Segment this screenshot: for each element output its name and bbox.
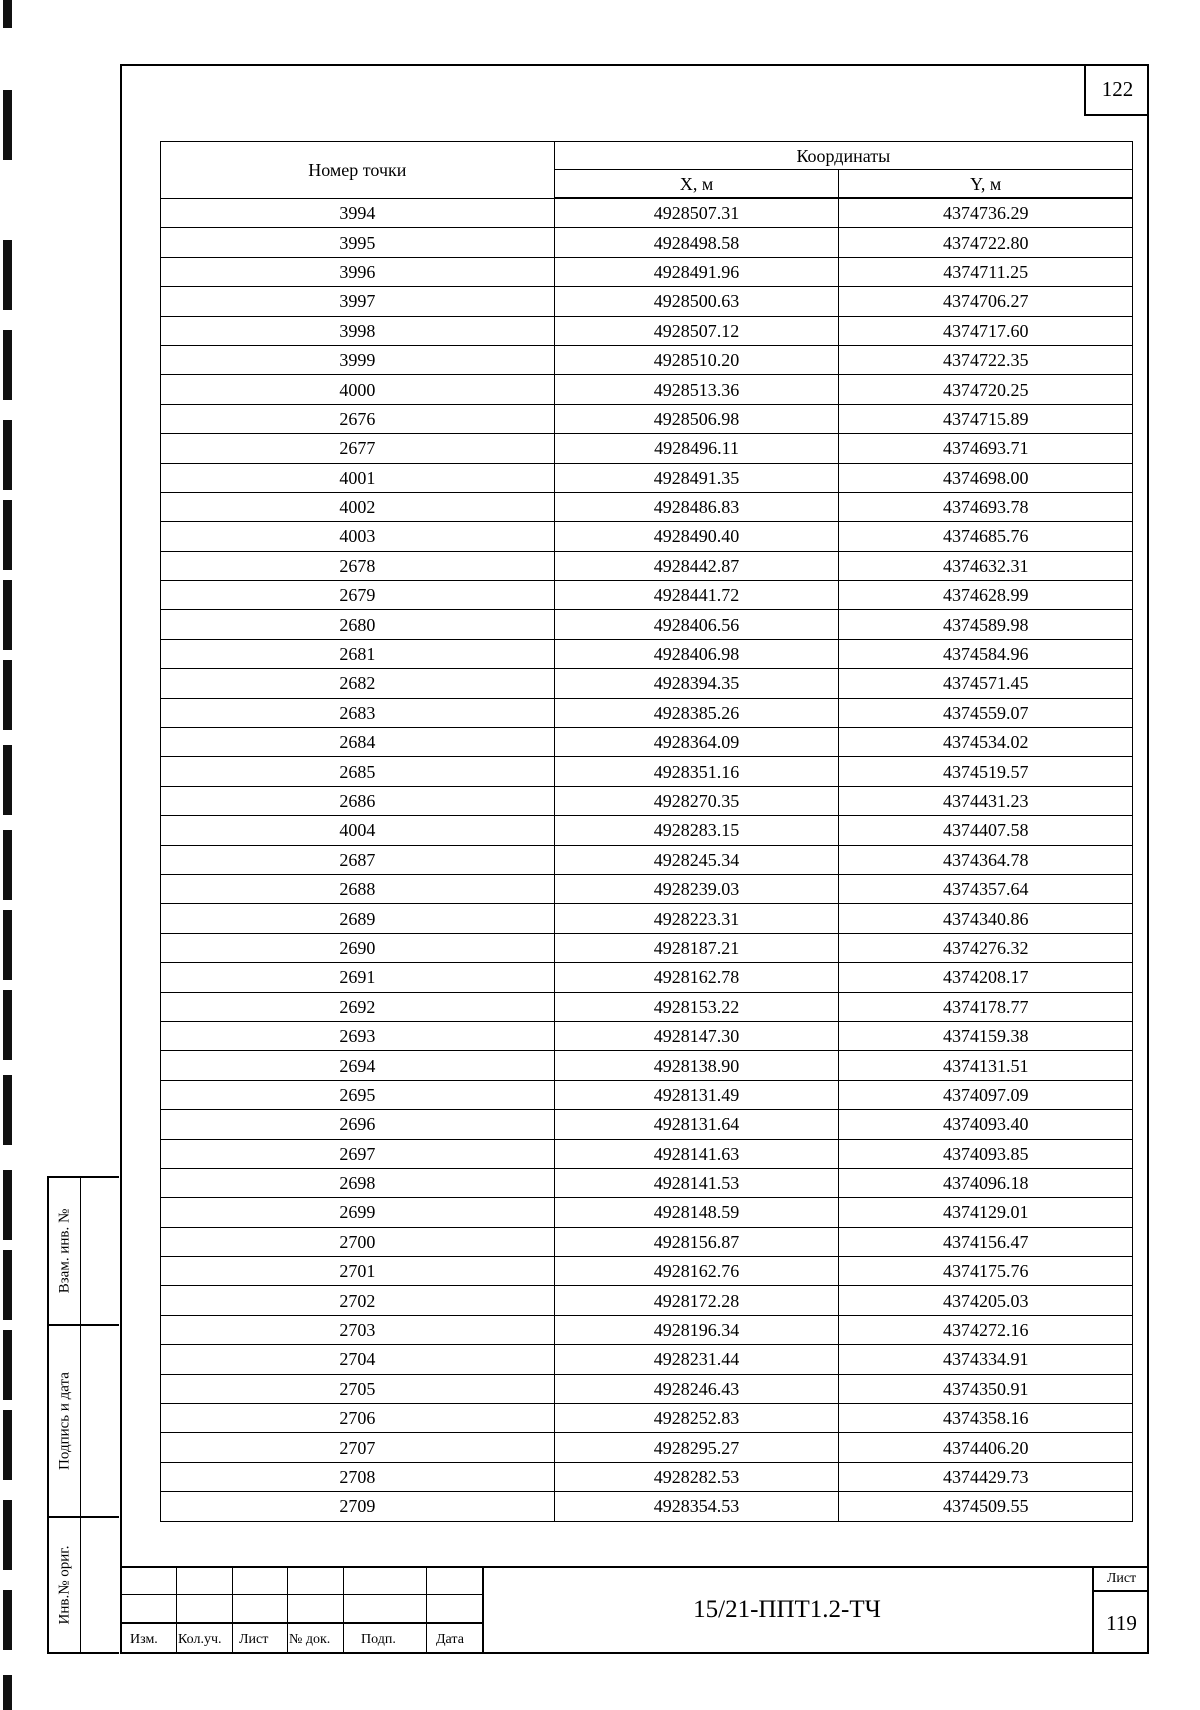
point-number-cell: 3998 <box>161 316 555 345</box>
table-row <box>161 1257 1133 1286</box>
y-coordinate-cell: 4374706.27 <box>839 287 1133 316</box>
y-coordinate-cell: 4374334.91 <box>839 1345 1133 1374</box>
y-coordinate-cell: 4374364.78 <box>839 845 1133 874</box>
y-coordinate-cell: 4374129.01 <box>839 1198 1133 1227</box>
y-coordinate-cell: 4374519.57 <box>839 757 1133 786</box>
table-row <box>161 610 1133 639</box>
point-number-cell: 2685 <box>161 757 555 786</box>
x-coordinate-cell: 4928162.78 <box>554 963 839 992</box>
point-number-cell: 2694 <box>161 1051 555 1080</box>
table-row <box>161 1168 1133 1197</box>
table-row <box>161 228 1133 257</box>
point-number-cell: 2677 <box>161 434 555 463</box>
table-row <box>161 933 1133 962</box>
x-coordinate-cell: 4928490.40 <box>554 522 839 551</box>
table-row <box>161 1051 1133 1080</box>
point-number-cell: 4001 <box>161 463 555 492</box>
x-coordinate-cell: 4928442.87 <box>554 551 839 580</box>
point-number-cell: 4002 <box>161 492 555 521</box>
table-row <box>161 287 1133 316</box>
point-number-cell: 2693 <box>161 1021 555 1050</box>
point-number-cell: 2696 <box>161 1110 555 1139</box>
y-coordinate-cell: 4374534.02 <box>839 728 1133 757</box>
point-number-cell: 2687 <box>161 845 555 874</box>
point-number-cell: 2704 <box>161 1345 555 1374</box>
y-coordinate-cell: 4374159.38 <box>839 1021 1133 1050</box>
table-row <box>161 375 1133 404</box>
x-coordinate-cell: 4928394.35 <box>554 669 839 698</box>
table-row <box>161 904 1133 933</box>
x-coordinate-cell: 4928196.34 <box>554 1315 839 1344</box>
x-coordinate-cell: 4928513.36 <box>554 375 839 404</box>
y-coordinate-cell: 4374571.45 <box>839 669 1133 698</box>
table-row <box>161 463 1133 492</box>
point-number-cell: 2691 <box>161 963 555 992</box>
table-row <box>161 757 1133 786</box>
x-coordinate-cell: 4928246.43 <box>554 1374 839 1403</box>
y-coordinate-cell: 4374093.85 <box>839 1139 1133 1168</box>
x-coordinate-cell: 4928141.53 <box>554 1168 839 1197</box>
page-corner-number: 122 <box>1084 64 1149 116</box>
table-row <box>161 698 1133 727</box>
y-coordinate-cell: 4374431.23 <box>839 786 1133 815</box>
x-coordinate-cell: 4928282.53 <box>554 1462 839 1491</box>
point-number-cell: 2700 <box>161 1227 555 1256</box>
point-number-cell: 2690 <box>161 933 555 962</box>
table-row <box>161 1492 1133 1521</box>
table-row <box>161 1462 1133 1491</box>
x-coordinate-cell: 4928406.98 <box>554 639 839 668</box>
table-row <box>161 1404 1133 1433</box>
point-number-cell: 2681 <box>161 639 555 668</box>
point-number-cell: 3994 <box>161 198 555 228</box>
side-stamp-podpis <box>47 1324 119 1518</box>
point-number-cell: 3995 <box>161 228 555 257</box>
table-row <box>161 816 1133 845</box>
stamp-data: Дата <box>436 1632 464 1647</box>
y-coordinate-cell: 4374131.51 <box>839 1051 1133 1080</box>
coordinates-table <box>160 141 1133 1522</box>
table-body <box>161 198 1133 1521</box>
x-coordinate-cell: 4928441.72 <box>554 581 839 610</box>
table-row <box>161 1227 1133 1256</box>
point-number-cell: 4000 <box>161 375 555 404</box>
sheet-label: Лист <box>1092 1566 1149 1592</box>
header-y: Y, м <box>839 170 1133 199</box>
point-number-cell: 2705 <box>161 1374 555 1403</box>
point-number-cell: 2688 <box>161 874 555 903</box>
x-coordinate-cell: 4928187.21 <box>554 933 839 962</box>
x-coordinate-cell: 4928138.90 <box>554 1051 839 1080</box>
x-coordinate-cell: 4928239.03 <box>554 874 839 903</box>
y-coordinate-cell: 4374628.99 <box>839 581 1133 610</box>
table-row <box>161 198 1133 228</box>
y-coordinate-cell: 4374406.20 <box>839 1433 1133 1462</box>
point-number-cell: 2683 <box>161 698 555 727</box>
y-coordinate-cell: 4374559.07 <box>839 698 1133 727</box>
point-number-cell: 2676 <box>161 404 555 433</box>
table-row <box>161 963 1133 992</box>
table-row <box>161 257 1133 286</box>
point-number-cell: 2686 <box>161 786 555 815</box>
point-number-cell: 2679 <box>161 581 555 610</box>
x-coordinate-cell: 4928498.58 <box>554 228 839 257</box>
y-coordinate-cell: 4374722.80 <box>839 228 1133 257</box>
point-number-cell: 2707 <box>161 1433 555 1462</box>
point-number-cell: 3997 <box>161 287 555 316</box>
point-number-cell: 2680 <box>161 610 555 639</box>
y-coordinate-cell: 4374685.76 <box>839 522 1133 551</box>
x-coordinate-cell: 4928172.28 <box>554 1286 839 1315</box>
side-label-podpis: Подпись и дата <box>56 1372 72 1470</box>
y-coordinate-cell: 4374357.64 <box>839 874 1133 903</box>
y-coordinate-cell: 4374693.71 <box>839 434 1133 463</box>
y-coordinate-cell: 4374693.78 <box>839 492 1133 521</box>
y-coordinate-cell: 4374711.25 <box>839 257 1133 286</box>
y-coordinate-cell: 4374175.76 <box>839 1257 1133 1286</box>
side-label-inv: Инв.№ ориг. <box>56 1545 72 1625</box>
point-number-cell: 2689 <box>161 904 555 933</box>
x-coordinate-cell: 4928500.63 <box>554 287 839 316</box>
y-coordinate-cell: 4374407.58 <box>839 816 1133 845</box>
table-row <box>161 786 1133 815</box>
point-number-cell: 2703 <box>161 1315 555 1344</box>
table-row <box>161 874 1133 903</box>
stamp-kol-uch: Кол.уч. <box>178 1632 222 1647</box>
point-number-cell: 4004 <box>161 816 555 845</box>
table-row <box>161 316 1133 345</box>
y-coordinate-cell: 4374208.17 <box>839 963 1133 992</box>
sheet-number: 119 <box>1092 1592 1149 1654</box>
point-number-cell: 2706 <box>161 1404 555 1433</box>
point-number-cell: 2684 <box>161 728 555 757</box>
point-number-cell: 4003 <box>161 522 555 551</box>
table-row <box>161 1345 1133 1374</box>
table-row <box>161 1021 1133 1050</box>
x-coordinate-cell: 4928351.16 <box>554 757 839 786</box>
point-number-cell: 2701 <box>161 1257 555 1286</box>
stamp-izm: Изм. <box>130 1632 158 1647</box>
x-coordinate-cell: 4928131.49 <box>554 1080 839 1109</box>
point-number-cell: 2678 <box>161 551 555 580</box>
x-coordinate-cell: 4928270.35 <box>554 786 839 815</box>
x-coordinate-cell: 4928506.98 <box>554 404 839 433</box>
y-coordinate-cell: 4374632.31 <box>839 551 1133 580</box>
table-row <box>161 1080 1133 1109</box>
point-number-cell: 2702 <box>161 1286 555 1315</box>
x-coordinate-cell: 4928148.59 <box>554 1198 839 1227</box>
y-coordinate-cell: 4374097.09 <box>839 1080 1133 1109</box>
x-coordinate-cell: 4928406.56 <box>554 610 839 639</box>
table-row <box>161 639 1133 668</box>
y-coordinate-cell: 4374276.32 <box>839 933 1133 962</box>
x-coordinate-cell: 4928510.20 <box>554 345 839 374</box>
y-coordinate-cell: 4374722.35 <box>839 345 1133 374</box>
y-coordinate-cell: 4374736.29 <box>839 198 1133 228</box>
table-row <box>161 1286 1133 1315</box>
table-row <box>161 845 1133 874</box>
table-row <box>161 404 1133 433</box>
table-row <box>161 1110 1133 1139</box>
point-number-cell: 2695 <box>161 1080 555 1109</box>
stamp-n-dok: № док. <box>289 1632 331 1647</box>
y-coordinate-cell: 4374093.40 <box>839 1110 1133 1139</box>
y-coordinate-cell: 4374589.98 <box>839 610 1133 639</box>
side-stamp-vzam <box>47 1176 119 1326</box>
table-row <box>161 434 1133 463</box>
y-coordinate-cell: 4374350.91 <box>839 1374 1133 1403</box>
document-number: 15/21-ППТ1.2-ТЧ <box>693 1596 881 1623</box>
table-row <box>161 522 1133 551</box>
point-number-cell: 2709 <box>161 1492 555 1521</box>
x-coordinate-cell: 4928354.53 <box>554 1492 839 1521</box>
y-coordinate-cell: 4374584.96 <box>839 639 1133 668</box>
table-row <box>161 669 1133 698</box>
table-row <box>161 345 1133 374</box>
header-point-number: Номер точки <box>161 142 555 199</box>
x-coordinate-cell: 4928252.83 <box>554 1404 839 1433</box>
table-row <box>161 1198 1133 1227</box>
y-coordinate-cell: 4374720.25 <box>839 375 1133 404</box>
point-number-cell: 2692 <box>161 992 555 1021</box>
table-row <box>161 1433 1133 1462</box>
table-row <box>161 1315 1133 1344</box>
x-coordinate-cell: 4928491.35 <box>554 463 839 492</box>
side-label-vzam: Взам. инв. № <box>56 1208 72 1294</box>
y-coordinate-cell: 4374429.73 <box>839 1462 1133 1491</box>
y-coordinate-cell: 4374205.03 <box>839 1286 1133 1315</box>
y-coordinate-cell: 4374509.55 <box>839 1492 1133 1521</box>
point-number-cell: 2699 <box>161 1198 555 1227</box>
x-coordinate-cell: 4928385.26 <box>554 698 839 727</box>
x-coordinate-cell: 4928496.11 <box>554 434 839 463</box>
y-coordinate-cell: 4374178.77 <box>839 992 1133 1021</box>
x-coordinate-cell: 4928231.44 <box>554 1345 839 1374</box>
x-coordinate-cell: 4928491.96 <box>554 257 839 286</box>
x-coordinate-cell: 4928364.09 <box>554 728 839 757</box>
x-coordinate-cell: 4928162.76 <box>554 1257 839 1286</box>
x-coordinate-cell: 4928486.83 <box>554 492 839 521</box>
point-number-cell: 2708 <box>161 1462 555 1491</box>
y-coordinate-cell: 4374698.00 <box>839 463 1133 492</box>
y-coordinate-cell: 4374715.89 <box>839 404 1133 433</box>
stamp-list: Лист <box>239 1632 269 1647</box>
y-coordinate-cell: 4374358.16 <box>839 1404 1133 1433</box>
x-coordinate-cell: 4928507.31 <box>554 198 839 228</box>
header-x: X, м <box>554 170 839 199</box>
side-stamp-inv <box>47 1516 119 1654</box>
y-coordinate-cell: 4374156.47 <box>839 1227 1133 1256</box>
table-row <box>161 492 1133 521</box>
table-row <box>161 992 1133 1021</box>
point-number-cell: 3999 <box>161 345 555 374</box>
table-row <box>161 581 1133 610</box>
y-coordinate-cell: 4374096.18 <box>839 1168 1133 1197</box>
point-number-cell: 3996 <box>161 257 555 286</box>
table-row <box>161 1139 1133 1168</box>
table-row <box>161 551 1133 580</box>
table-row <box>161 728 1133 757</box>
x-coordinate-cell: 4928223.31 <box>554 904 839 933</box>
x-coordinate-cell: 4928507.12 <box>554 316 839 345</box>
x-coordinate-cell: 4928295.27 <box>554 1433 839 1462</box>
stamp-podp: Подп. <box>361 1632 396 1647</box>
x-coordinate-cell: 4928283.15 <box>554 816 839 845</box>
y-coordinate-cell: 4374272.16 <box>839 1315 1133 1344</box>
x-coordinate-cell: 4928153.22 <box>554 992 839 1021</box>
x-coordinate-cell: 4928147.30 <box>554 1021 839 1050</box>
y-coordinate-cell: 4374340.86 <box>839 904 1133 933</box>
x-coordinate-cell: 4928156.87 <box>554 1227 839 1256</box>
x-coordinate-cell: 4928131.64 <box>554 1110 839 1139</box>
point-number-cell: 2682 <box>161 669 555 698</box>
table-row <box>161 1374 1133 1403</box>
header-coordinates: Координаты <box>554 142 1132 170</box>
y-coordinate-cell: 4374717.60 <box>839 316 1133 345</box>
point-number-cell: 2698 <box>161 1168 555 1197</box>
x-coordinate-cell: 4928245.34 <box>554 845 839 874</box>
x-coordinate-cell: 4928141.63 <box>554 1139 839 1168</box>
point-number-cell: 2697 <box>161 1139 555 1168</box>
